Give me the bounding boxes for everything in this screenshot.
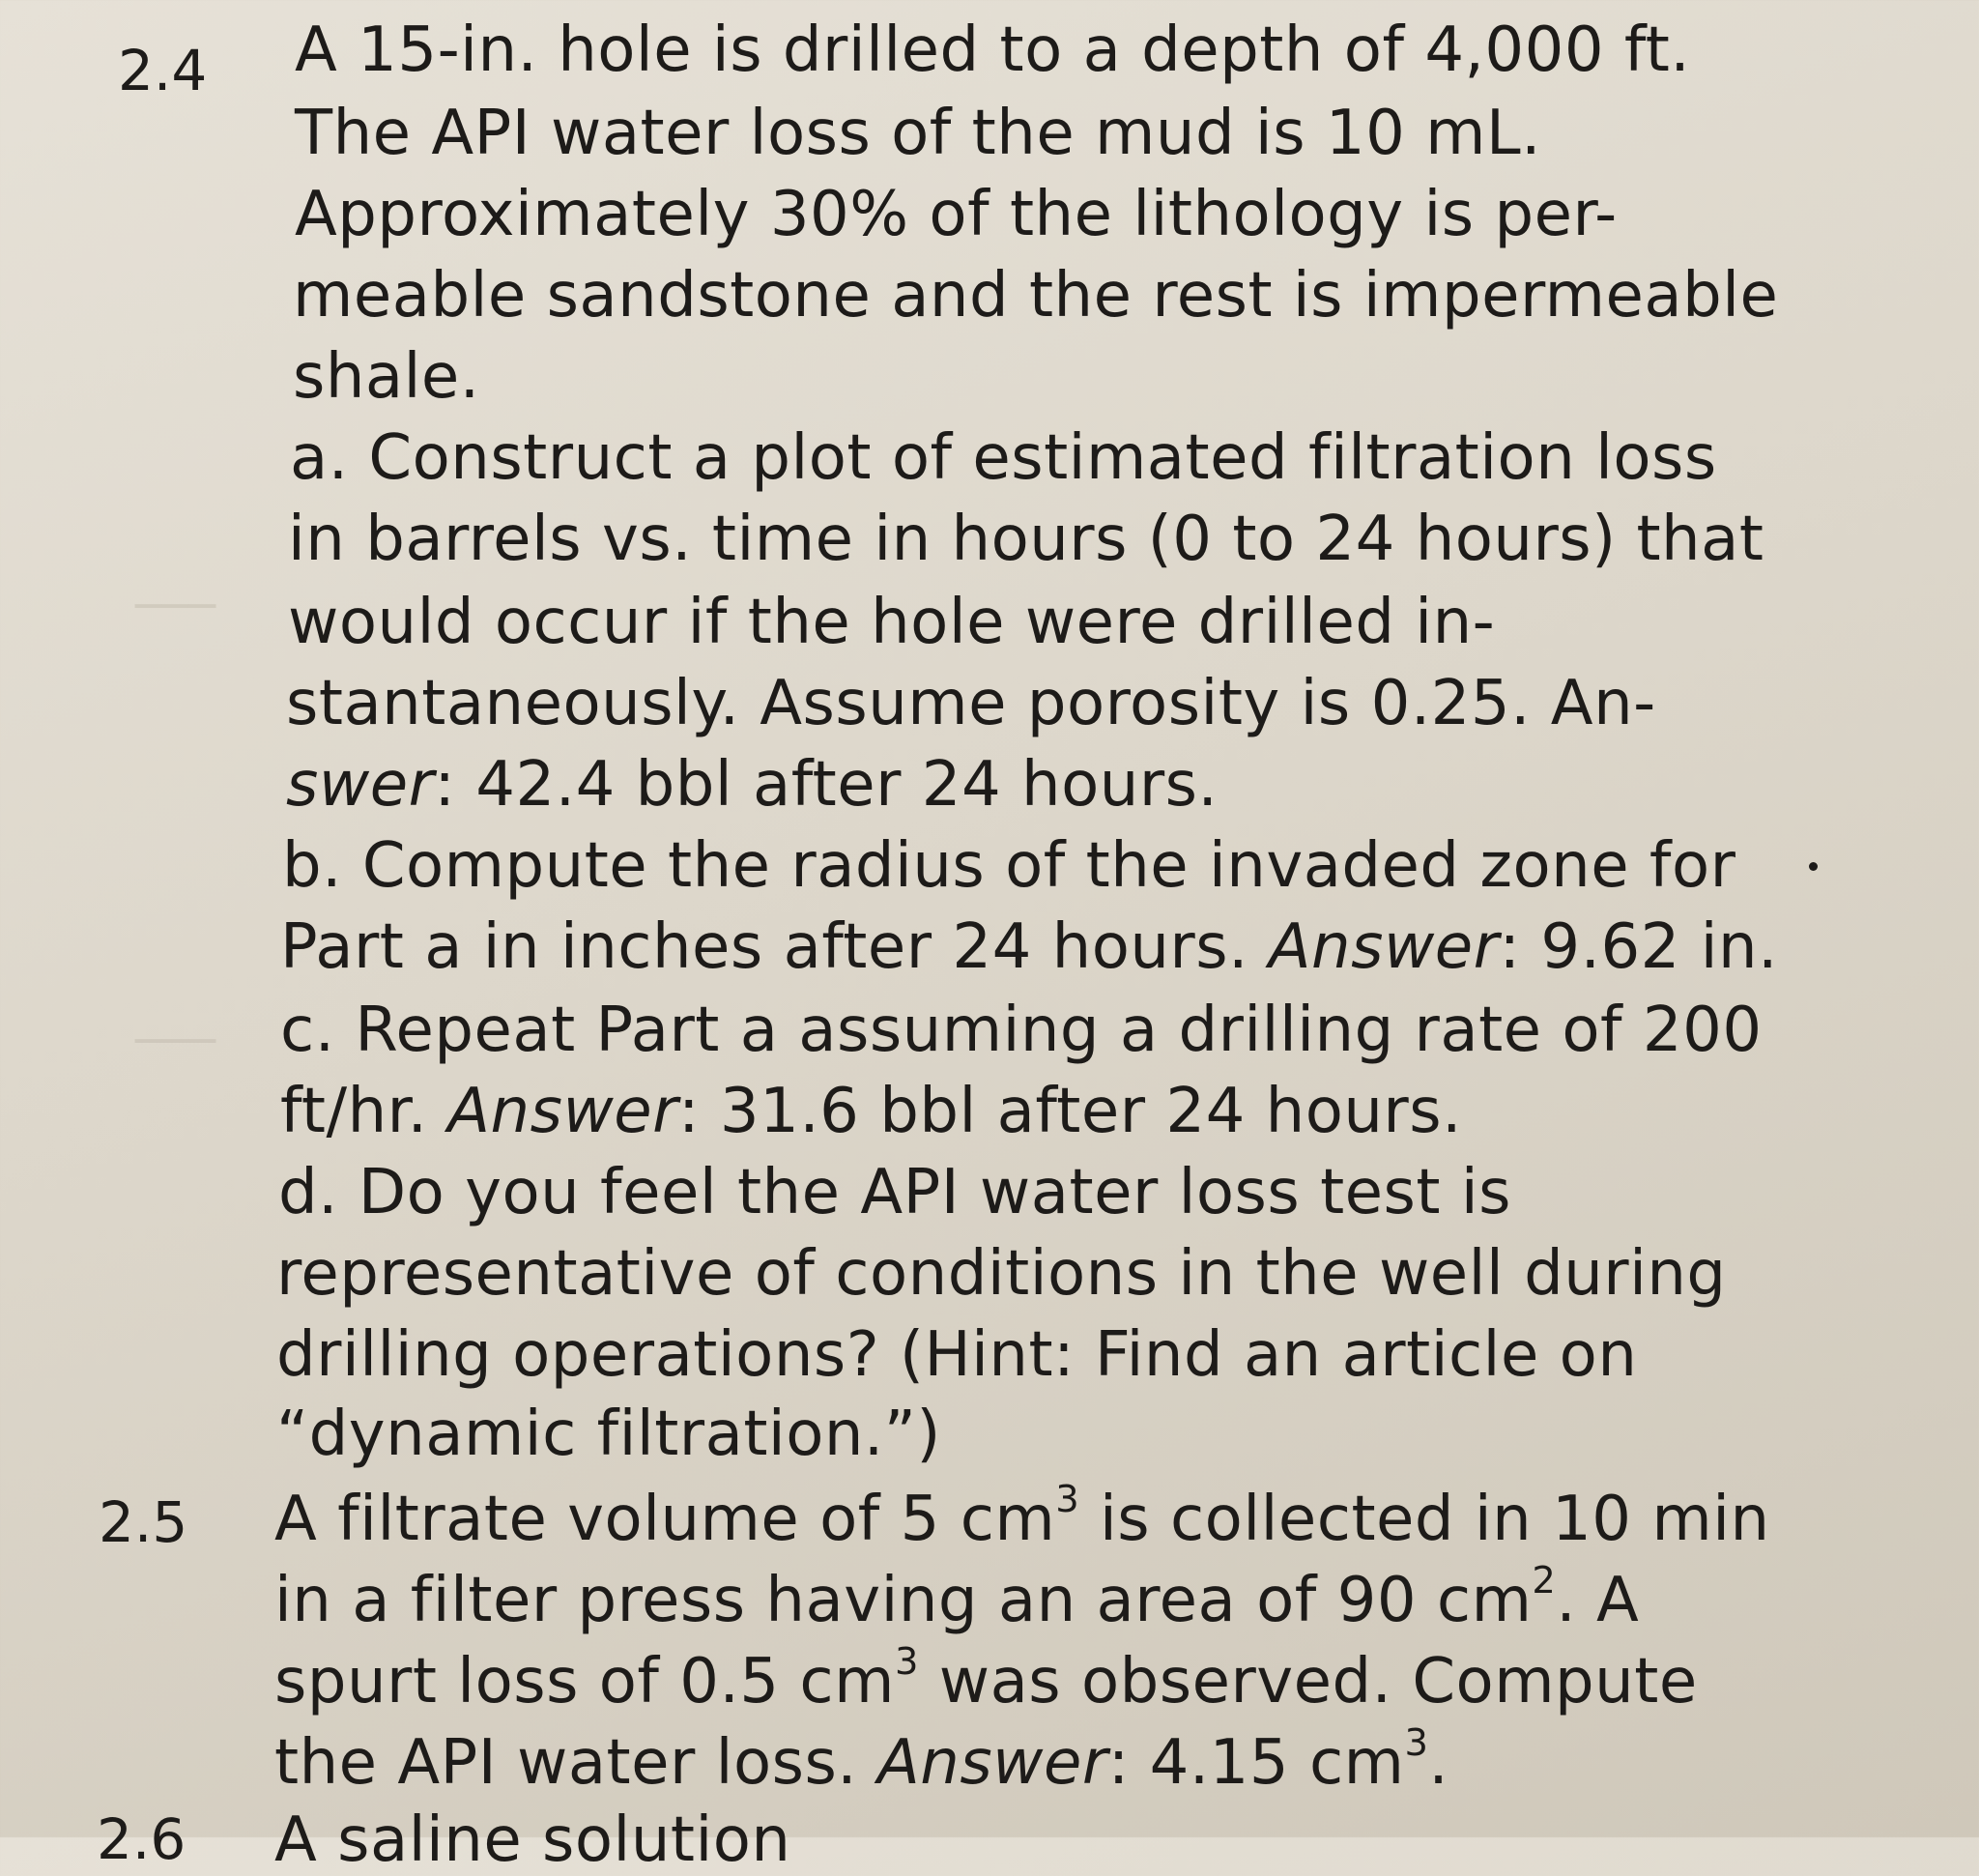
stray-mark [1809, 862, 1818, 871]
part-a-answer-line [286, 749, 1219, 821]
text-run: was observed. Compute [918, 1646, 1698, 1717]
text-run: is collected in 10 min [1079, 1484, 1770, 1555]
text-run: . [1428, 1727, 1449, 1799]
part-b-text: Part a in inches after 24 hours. [280, 911, 1269, 983]
part-b-answer-line [280, 911, 1778, 983]
part-a-line: a. Construct a plot of estimated filtration loss [290, 422, 1717, 494]
superscript: 2 [1532, 1559, 1557, 1603]
problem-text-line: meable sandstone and the rest is impermeable [293, 260, 1779, 332]
bleed-through: ─── [135, 580, 216, 632]
superscript: 3 [894, 1640, 919, 1685]
answer-text: : 42.4 bbl after 24 hours. [434, 749, 1219, 821]
part-d-line: d. Do you feel the API water loss test is [278, 1157, 1511, 1228]
answer-text: : 31.6 bbl after 24 hours. [677, 1076, 1462, 1147]
problem-text-line [274, 1559, 1640, 1636]
problem-text-line [274, 1640, 1698, 1717]
part-a-line: in barrels vs. time in hours (0 to 24 hours) that [288, 504, 1764, 575]
part-a-line: would occur if the hole were drilled in- [288, 587, 1496, 658]
problem-text-line: The API water loss of the mud is 10 mL. [295, 98, 1541, 169]
answer-text: : 9.62 in. [1499, 911, 1778, 983]
text-run: the API water loss. [274, 1727, 877, 1799]
text-run: . A [1556, 1565, 1640, 1636]
text-run: A filtrate volume of 5 cm [274, 1484, 1056, 1555]
part-a-line: stantaneously. Assume porosity is 0.25. An- [286, 668, 1656, 739]
text-run: in a filter press having an area of 90 cm [274, 1565, 1533, 1636]
bleed-through: ─── [135, 1015, 216, 1067]
problem-number: 2.6 [97, 1806, 186, 1872]
problem-text-line-cut: A saline solution [274, 1804, 791, 1876]
part-d-line: “dynamic filtration.”) [276, 1399, 941, 1470]
part-c-text: ft/hr. [280, 1076, 448, 1147]
problem-text-line: shale. [293, 341, 480, 413]
problem-text-line: A 15-in. hole is drilled to a depth of 4,000 ft. [295, 14, 1691, 86]
superscript: 3 [1055, 1478, 1080, 1522]
part-c-line: c. Repeat Part a assuming a drilling rate of 200 [280, 995, 1763, 1066]
problem-text-line [274, 1478, 1770, 1555]
part-b-line: b. Compute the radius of the invaded zone for [282, 830, 1736, 902]
answer-label: swer [286, 749, 435, 821]
text-run: spurt loss of 0.5 cm [274, 1646, 895, 1717]
problem-answer-line [274, 1721, 1449, 1799]
answer-label: Answer [876, 1727, 1108, 1799]
answer-text: : 4.15 cm [1107, 1727, 1405, 1799]
part-d-line: representative of conditions in the well during [276, 1238, 1727, 1310]
answer-label: Answer [447, 1076, 678, 1147]
problem-number: 2.4 [118, 38, 208, 103]
superscript: 3 [1404, 1721, 1429, 1766]
part-d-line: drilling operations? (Hint: Find an article on [276, 1319, 1638, 1391]
problem-number: 2.5 [99, 1489, 188, 1555]
part-c-answer-line [280, 1076, 1462, 1147]
answer-label: Answer [1268, 911, 1500, 983]
problem-text-line: Approximately 30% of the lithology is per- [295, 179, 1618, 250]
